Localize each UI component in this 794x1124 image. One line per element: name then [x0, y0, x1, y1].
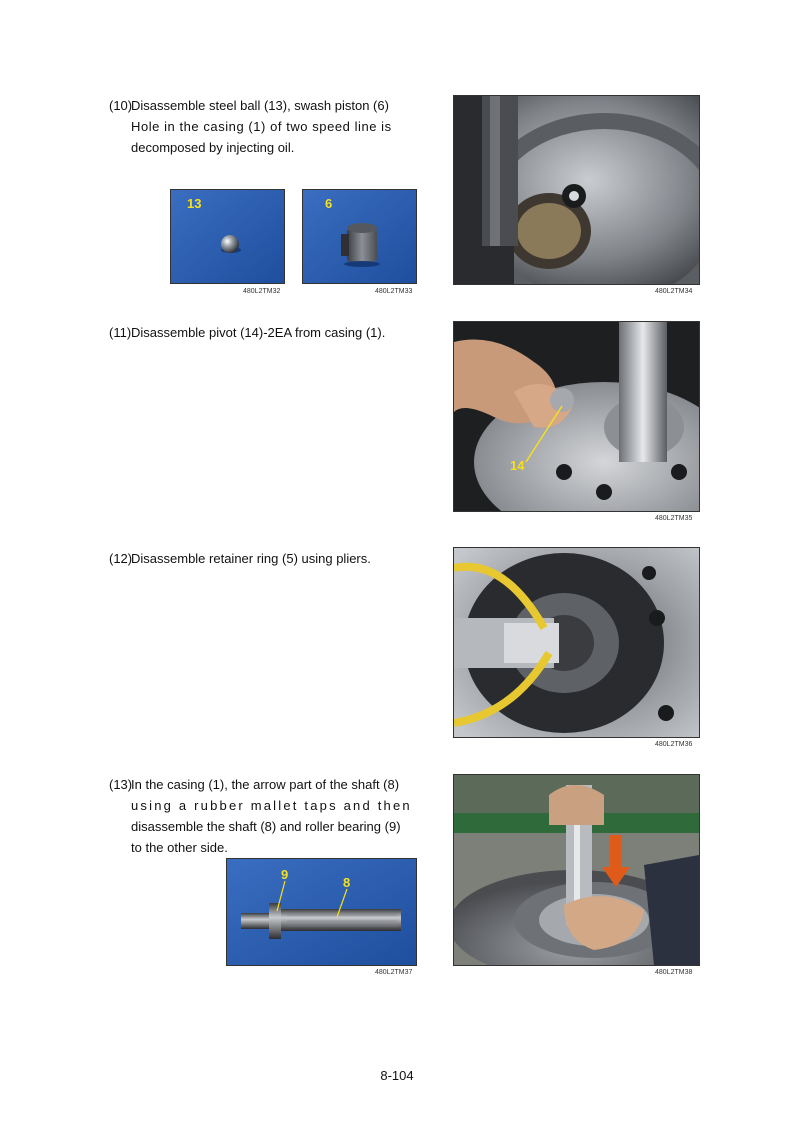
photo-steel-ball [170, 189, 285, 284]
photo-shaft [226, 858, 417, 966]
step-text-line: In the casing (1), the arrow part of the shaft (8) [131, 777, 400, 792]
caption-tm35: 480L2TM35 [655, 515, 693, 522]
caption-tm38: 480L2TM38 [655, 969, 693, 976]
photo-swash-piston [302, 189, 417, 284]
step-text-line: to the other side. [131, 840, 228, 855]
step-number: (13) [109, 777, 133, 792]
part-label-13: 13 [187, 196, 202, 211]
photo-retainer-ring [453, 547, 700, 738]
step-text-line: Disassemble steel ball (13), swash piston (6) [131, 98, 389, 113]
step-number: (11) [109, 325, 132, 340]
part-label-9: 9 [281, 867, 289, 882]
photo-casing-top [453, 95, 700, 285]
step-number: (10) [109, 98, 133, 113]
caption-tm34: 480L2TM34 [655, 288, 693, 295]
caption-tm36: 480L2TM36 [655, 741, 693, 748]
step-text-line: Disassemble pivot (14)-2EA from casing (1). [131, 325, 386, 340]
step-text-line: using a rubber mallet taps and then [131, 798, 412, 813]
step-text-line: Disassemble retainer ring (5) using pliers. [131, 551, 371, 566]
page-number: 8-104 [380, 1068, 414, 1083]
photo-shaft-tapping [453, 774, 700, 966]
part-label-6: 6 [325, 196, 333, 211]
caption-tm37: 480L2TM37 [375, 969, 413, 976]
caption-tm32: 480L2TM32 [243, 288, 281, 295]
step-text-line: Hole in the casing (1) of two speed line is [131, 119, 392, 134]
step-text-line: decomposed by injecting oil. [131, 140, 295, 155]
part-label-8: 8 [343, 875, 351, 890]
part-label-14: 14 [510, 458, 525, 473]
step-number: (12) [109, 551, 133, 566]
photo-pivot-removal [453, 321, 700, 512]
caption-tm33: 480L2TM33 [375, 288, 413, 295]
step-text-line: disassemble the shaft (8) and roller bearing (9) [131, 819, 401, 834]
